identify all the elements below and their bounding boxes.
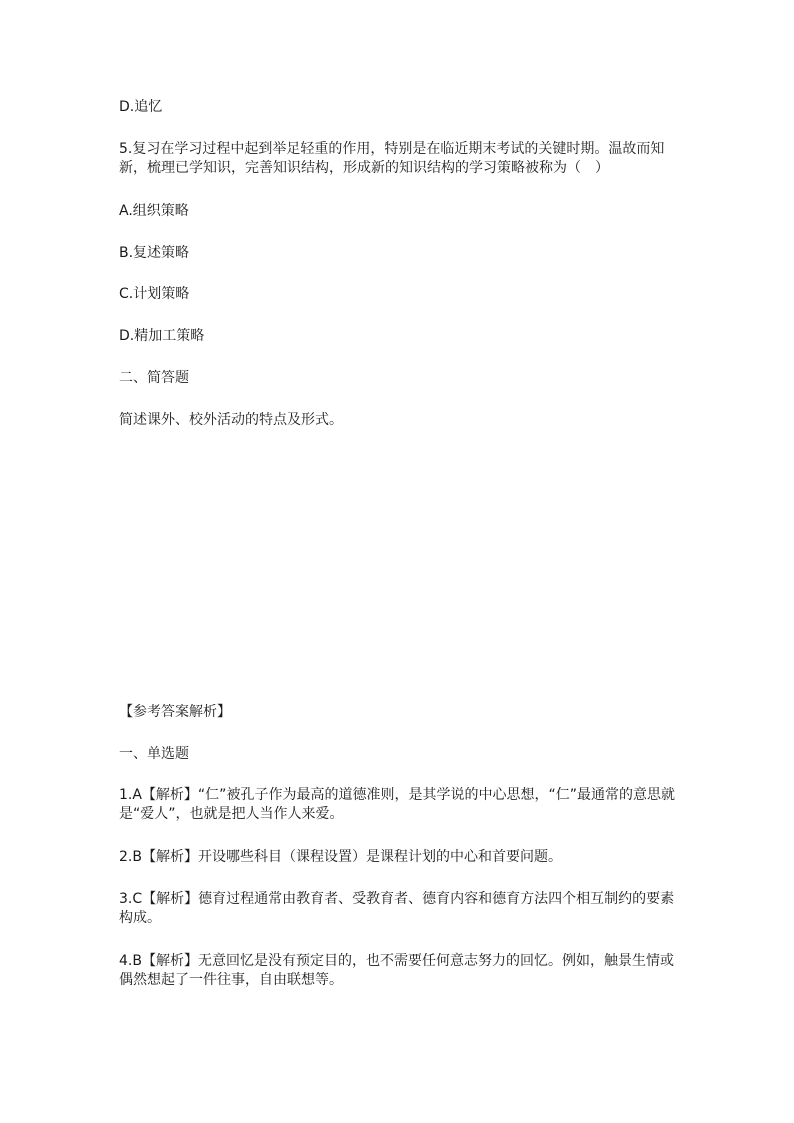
answer-4: 4.B【解析】无意回忆是没有预定目的，也不需要任何意志努力的回忆。例如，触景生情或偶然想起了一件往事，自由联想等。 [119, 953, 674, 988]
answer-3: 3.C【解析】德育过程通常由教育者、受教育者、德育内容和德育方法四个相互制约的要素构成。 [119, 891, 675, 926]
section-heading-short-answer: 二、简答题 [119, 370, 189, 386]
q5-option-d: D.精加工策略 [119, 328, 205, 344]
section-heading-single-choice: 一、单选题 [119, 746, 189, 762]
answer-2: 2.B【解析】开设哪些科目（课程设置）是课程计划的中心和首要问题。 [119, 849, 562, 865]
q5-option-c: C.计划策略 [119, 286, 190, 302]
q5-stem: 5.复习在学习过程中起到举足轻重的作用，特别是在临近期末考试的关键时期。温故而知新，梳理已学知识，完善知识结构，形成新的知识结构的学习策略被称为（ ） [119, 141, 665, 176]
answer-key-title: 【参考答案解析】 [119, 704, 231, 720]
q5-option-b: B.复述策略 [119, 245, 190, 261]
q5-option-a: A.组织策略 [119, 203, 189, 219]
q4-option-d: D.追忆 [119, 99, 163, 115]
answer-1: 1.A【解析】“仁”被孔子作为最高的道德准则，是其学说的中心思想，“仁”最通常的意思就是“爱人”，也就是把人当作人来爱。 [119, 787, 675, 822]
short-answer-question: 简述课外、校外活动的特点及形式。 [119, 412, 343, 428]
